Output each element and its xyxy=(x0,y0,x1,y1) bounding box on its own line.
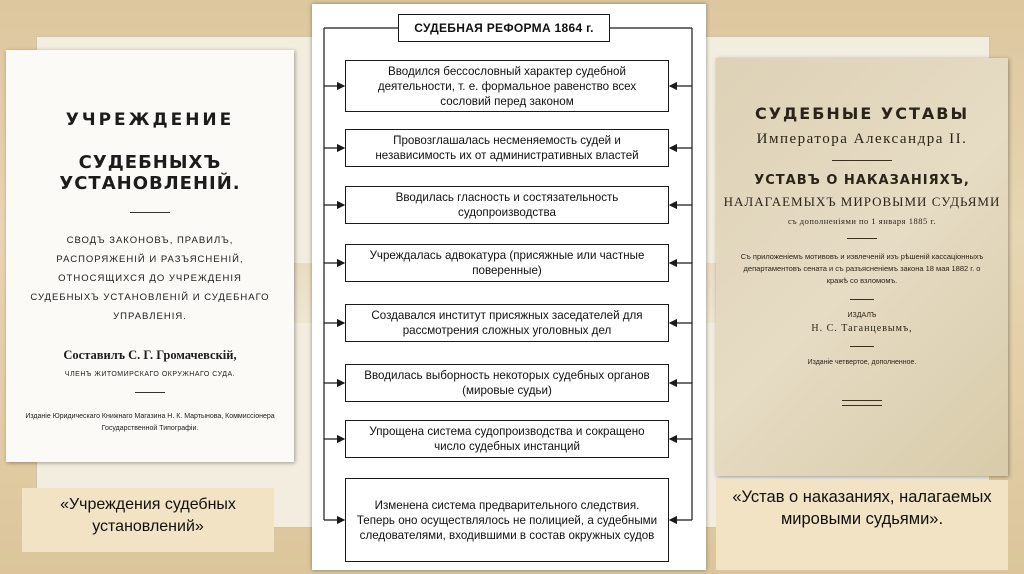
left-book-publisher: Изданiе Юридическаго Книжнаго Магазина Н. К. Мартынова, Коммиссiонера Государственной Типографiи. xyxy=(25,413,275,432)
right-book-title-page xyxy=(716,58,1008,476)
right-book-ornament xyxy=(842,400,882,406)
left-book-divider-2 xyxy=(135,392,165,393)
left-book-subtitle: СВОДЪ ЗАКОНОВЪ, ПРАВИЛЪ, РАСПОРЯЖЕНIЙ И РАЗЪЯСНЕНIЙ, ОТНОСЯЩИХСЯ ДО УЧРЕЖДЕНIЯ СУДЕБНЫХЪ УСТАНОВЛЕНIЙ И СУДЕБНАГО УПРАВЛЕНIЯ. xyxy=(30,235,270,322)
right-caption: «Устав о наказаниях, налагаемых мировыми судьями». xyxy=(716,480,1008,570)
reform-box-3: Вводилась гласность и состязательность судопроизводства xyxy=(345,186,669,224)
right-book-divider-3 xyxy=(850,299,874,300)
right-book-title-line4: НАЛАГАЕМЫХЪ МИРОВЫМИ СУДЬЯМИ xyxy=(723,194,1001,209)
reform-box-8: Изменена система предварительного следствия. Теперь оно осуществлялось не полицией, а судебными следователями, входившими в состав окружных судов xyxy=(345,478,669,562)
reform-box-2: Провозглашалась несменяемость судей и независимость их от административных властей xyxy=(345,129,669,167)
left-book-title-line1: УЧРЕЖДЕНИЕ xyxy=(65,110,235,130)
right-book-edition: Изданiе четвертое, дополненное. xyxy=(807,359,917,366)
left-caption: «Учреждения судебных установлений» xyxy=(22,488,274,552)
right-book-divider xyxy=(832,160,892,161)
left-book-title-line2: СУДЕБНЫХЪ УСТАНОВЛЕНIЙ. xyxy=(59,152,241,194)
right-book-title-line2: Императора Александра II. xyxy=(756,131,968,147)
right-book-title-line5: съ дополненiями по 1 января 1885 г. xyxy=(788,216,936,226)
right-book-divider-2 xyxy=(847,238,877,239)
left-book-divider xyxy=(130,212,170,213)
reform-box-6: Вводилась выборность некоторых судебных органов (мировые судьи) xyxy=(345,364,669,402)
right-book-note: Съ приложенiемъ мотивовъ и извлеченiй изъ рѣшенiй кассацiонныхъ департаментовъ сената и съ разъясненiемъ закона 18 мая 1882 г. о кражѣ со взломомъ. xyxy=(740,252,984,285)
right-book-publisher-name: Н. С. Таганцевымъ, xyxy=(811,323,913,334)
reform-box-4: Учреждалась адвокатура (присяжные или частные поверенные) xyxy=(345,244,669,282)
left-book-author-post: ЧЛЕНЪ ЖИТОМИРСКАГО ОКРУЖНАГО СУДА. xyxy=(64,371,236,378)
judicial-reform-diagram xyxy=(312,4,706,570)
reform-box-1: Вводился бессословный характер судебной деятельности, т. е. формальное равенство всех сословий перед законом xyxy=(345,60,669,112)
diagram-title: СУДЕБНАЯ РЕФОРМА 1864 г. xyxy=(398,14,610,42)
left-book-author: Составилъ С. Г. Громачевскiй, xyxy=(63,348,237,362)
right-book-publisher-label: ИЗДАЛЪ xyxy=(847,312,877,319)
right-book-divider-4 xyxy=(850,346,874,347)
reform-box-7: Упрощена система судопроизводства и сокращено число судебных инстанций xyxy=(345,420,669,458)
right-book-title-line1: СУДЕБНЫЕ УСТАВЫ xyxy=(754,104,970,123)
left-book-title-page xyxy=(6,50,294,462)
right-book-title-line3: УСТАВЪ О НАКАЗАНIЯХЪ, xyxy=(754,173,970,188)
reform-box-5: Создавался институт присяжных заседателей для рассмотрения сложных уголовных дел xyxy=(345,304,669,342)
